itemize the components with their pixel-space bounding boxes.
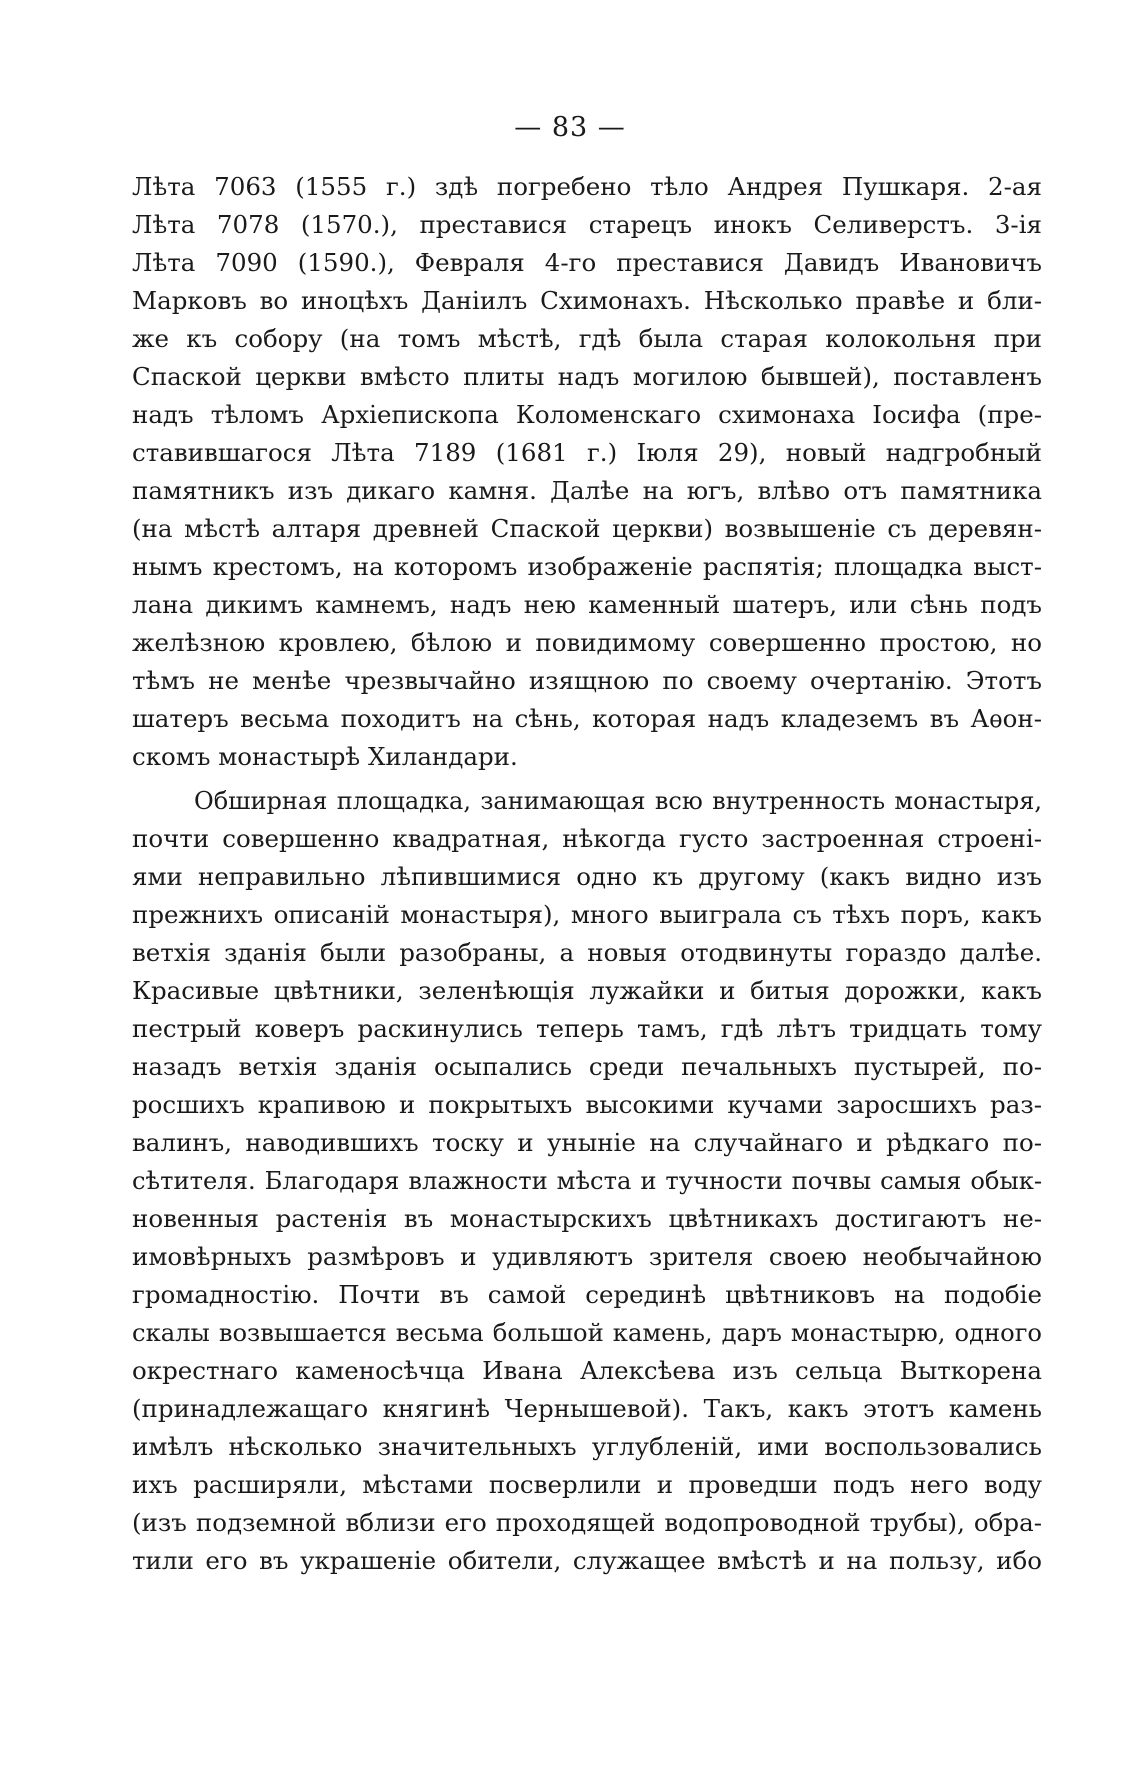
text-line: тѣмъ не менѣе чрезвычайно изящною по своему очертанію. Этотъ xyxy=(132,666,1042,695)
text-line: ставившагося Лѣта 7189 (1681 г.) Іюля 29), новый надгробный xyxy=(132,438,1042,467)
text-line: ями неправильно лѣпившимися одно къ другому (какъ видно изъ xyxy=(132,862,1042,891)
text-line: надъ тѣломъ Архіепископа Коломенскаго схимонаха Іосифа (пре- xyxy=(132,400,1042,429)
text-line: лана дикимъ камнемъ, надъ нею каменный шатеръ, или сѣнь подъ xyxy=(132,590,1042,619)
text-line: (на мѣстѣ алтаря древней Спаской церкви) возвышеніе съ деревян- xyxy=(132,514,1042,543)
text-line: ихъ расширяли, мѣстами посверлили и проведши подъ него воду xyxy=(132,1470,1042,1499)
text-line: (принадлежащаго княгинѣ Чернышевой). Такъ, какъ этотъ камень xyxy=(132,1394,1042,1423)
text-line: шатеръ весьма походитъ на сѣнь, которая надъ кладеземъ въ Аѳон- xyxy=(132,704,1042,733)
text-line: ветхія зданія были разобраны, а новыя отодвинуты гораздо далѣе. xyxy=(132,938,1042,967)
text-line: валинъ, наводившихъ тоску и уныніе на случайнаго и рѣдкаго по- xyxy=(132,1128,1042,1157)
text-line: Спаской церкви вмѣсто плиты надъ могилою бывшей), поставленъ xyxy=(132,362,1042,391)
text-line: Марковъ во иноцѣхъ Даніилъ Схимонахъ. Нѣсколько правѣе и бли- xyxy=(132,286,1042,315)
text-line: нымъ крестомъ, на которомъ изображеніе распятія; площадка выст- xyxy=(132,552,1042,581)
text-line: Красивые цвѣтники, зеленѣющія лужайки и битыя дорожки, какъ xyxy=(132,976,1042,1005)
text-line: росшихъ крапивою и покрытыхъ высокими кучами заросшихъ раз- xyxy=(132,1090,1042,1119)
text-line: памятникъ изъ дикаго камня. Далѣе на югъ, влѣво отъ памятника xyxy=(132,476,1042,505)
text-line: громадностію. Почти въ самой серединѣ цвѣтниковъ на подобіе xyxy=(132,1280,1042,1309)
text-line: Обширная площадка, занимающая всю внутренность монастыря, xyxy=(194,787,1042,815)
text-line: желѣзною кровлею, бѣлою и повидимому совершенно простою, но xyxy=(132,628,1042,657)
text-line: сѣтителя. Благодаря влажности мѣста и тучности почвы самыя обык- xyxy=(132,1167,1042,1195)
text-line: Лѣта 7078 (1570.), преставися старецъ инокъ Селиверстъ. 3-iя xyxy=(132,210,1042,239)
text-line: пестрый коверъ раскинулись теперь тамъ, гдѣ лѣтъ тридцать тому xyxy=(132,1014,1042,1043)
text-line: имовѣрныхъ размѣровъ и удивляютъ зрителя своею необычайною xyxy=(132,1242,1042,1271)
text-line: скалы возвышается весьма большой камень, даръ монастырю, одного xyxy=(132,1319,1042,1347)
text-line: окрестнаго каменосѣчца Ивана Алексѣева изъ сельца Выткорена xyxy=(132,1356,1042,1385)
text-line: же къ собору (на томъ мѣстѣ, гдѣ была старая колокольня при xyxy=(132,324,1042,353)
text-line: тили его въ украшеніе обители, служащее вмѣстѣ и на пользу, ибо xyxy=(132,1546,1042,1575)
text-line: Лѣта 7063 (1555 г.) здѣ погребено тѣло Андрея Пушкаря. 2-ая xyxy=(132,172,1042,201)
page-number: — 83 — xyxy=(514,112,626,143)
text-line: почти совершенно квадратная, нѣкогда густо застроенная строені- xyxy=(132,824,1042,853)
text-line: скомъ монастырѣ Хиландари. xyxy=(132,742,518,771)
text-line: новенныя растенія въ монастырскихъ цвѣтникахъ достигаютъ не- xyxy=(132,1204,1042,1233)
text-line: Лѣта 7090 (1590.), Февраля 4-го преставися Давидъ Ивановичъ xyxy=(132,248,1042,277)
text-line: (изъ подземной вблизи его проходящей водопроводной трубы), обра- xyxy=(132,1508,1042,1537)
text-line: назадъ ветхія зданія осыпались среди печальныхъ пустырей, по- xyxy=(132,1052,1042,1081)
text-line: прежнихъ описаній монастыря), много выиграла съ тѣхъ поръ, какъ xyxy=(132,900,1042,929)
body-text xyxy=(132,168,1042,1580)
text-line: имѣлъ нѣсколько значительныхъ углубленій, ими воспользовались xyxy=(132,1432,1042,1461)
